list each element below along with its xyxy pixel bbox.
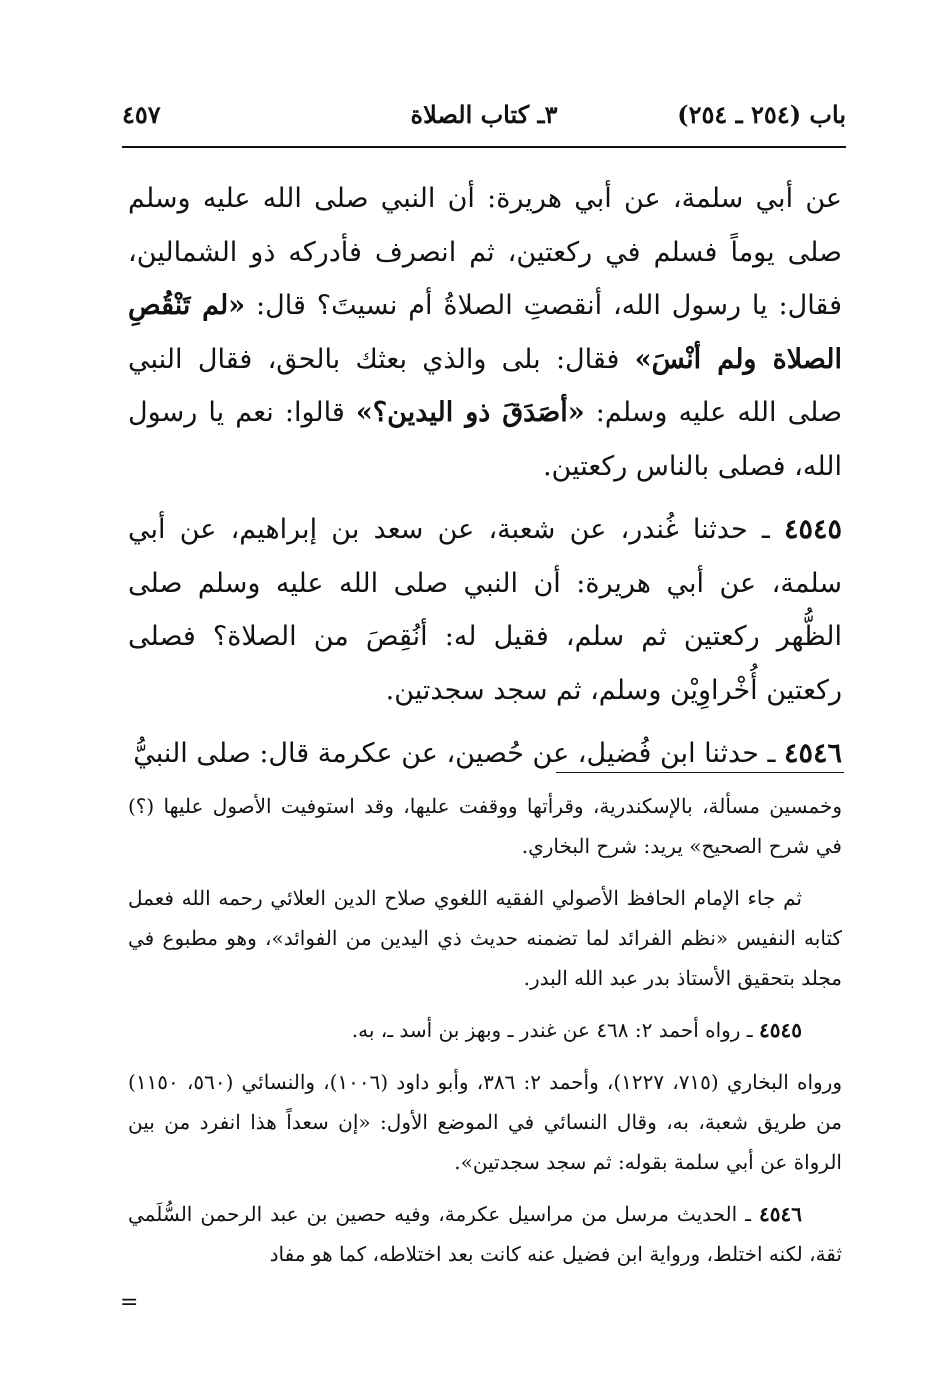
hadith-number: ٤٥٤٥ bbox=[783, 514, 842, 545]
quote-question: «أصَدَقَ ذو اليدين؟» bbox=[355, 397, 585, 428]
hadith-4546: ٤٥٤٦ ـ حدثنا ابن فُضيل، عن حُصين، عن عكرمة قال: صلى النبيُّ bbox=[133, 738, 842, 769]
main-text bbox=[128, 172, 842, 789]
header-rule bbox=[122, 146, 846, 148]
footnote-number: ٤٥٤٦ bbox=[759, 1202, 802, 1226]
footnote-number: ٤٥٤٥ bbox=[759, 1018, 802, 1042]
footnote-4546: ٤٥٤٦ ـ الحديث مرسل من مراسيل عكرمة، وفيه حصين بن عبد الرحمن السُّلَمي ثقة، لكنه اختلط، ورواية ابن فضيل عنه كانت بعد اختلاطه، كما هو مفاد bbox=[128, 1202, 842, 1266]
footnote-continued: وخمسين مسألة، بالإسكندرية، وقرأتها ووقفت عليها، وقد استوفيت الأصول عليها (؟) في شرح الصحيح» يريد: شرح البخاري. bbox=[128, 794, 842, 858]
hadith-number: ٤٥٤٦ bbox=[783, 738, 842, 769]
footnote-4545: ٤٥٤٥ ـ رواه أحمد ٢: ٤٦٨ عن غندر ـ وبهز بن أسد ـ، به. bbox=[351, 1018, 802, 1042]
hadith-paragraph-continued: عن أبي سلمة، عن أبي هريرة: أن النبي صلى الله عليه وسلم صلى يوماً فسلم في ركعتين، ثم انصرف فأدركه ذو الشمالين، فقال: يا رسول الله، أنقصتِ الصلاةُ أم نسيتَ؟ قال: «لم تَنْقُصِ الصلاة ولم أنْسَ» فقال: بلى والذي بعثك بالحق، فقال النبي صلى الله عليه وسلم: «أصَدَقَ ذو اليدين؟» قالوا: نعم يا رسول الله، فصلى بالناس ركعتين. bbox=[128, 183, 843, 482]
continuation-mark: = bbox=[120, 1290, 139, 1315]
hadith-4545: ٤٥٤٥ ـ حدثنا غُندر، عن شعبة، عن سعد بن إبراهيم، عن أبي سلمة، عن أبي هريرة: أن النبي صلى الله عليه وسلم صلى الظُّهر ركعتين ثم سلم، فقيل له: أنُقِصَ من الصلاة؟ فصلى ركعتين أُخْراوِيْن وسلم، ثم سجد سجدتين. bbox=[128, 514, 842, 706]
footnote-separator bbox=[556, 772, 844, 773]
page-number: ٤٥٧ bbox=[122, 100, 161, 129]
book-title: ٣ـ كتاب الصلاة bbox=[410, 100, 558, 129]
footnote-4545-sources: ورواه البخاري (٧١٥، ١٢٢٧)، وأحمد ٢: ٣٨٦، وأبو داود (١٠٠٦)، والنسائي (٥٦٠، ١١٥٠) من طريق شعبة، به، وقال النسائي في الموضع الأول: «إن سعداً هذا انفرد من بين الرواة عن أبي سلمة بقوله: ثم سجد سجدتين». bbox=[128, 1070, 842, 1174]
footnotes bbox=[128, 786, 842, 1286]
page-header bbox=[122, 94, 846, 144]
footnote-alaai: ثم جاء الإمام الحافظ الأصولي الفقيه اللغوي صلاح الدين العلائي رحمه الله فعمل كتابه النفيس «نظم الفرائد لما تضمنه حديث ذي اليدين من الفوائد»، وهو مطبوع في مجلد بتحقيق الأستاذ بدر عبد الله البدر. bbox=[128, 886, 842, 990]
quote-prophet: «لم تَنْقُصِ الصلاة ولم أنْسَ» bbox=[128, 290, 842, 375]
chapter-range: باب (٢٥٤ ـ ٢٥٤) bbox=[677, 100, 846, 129]
